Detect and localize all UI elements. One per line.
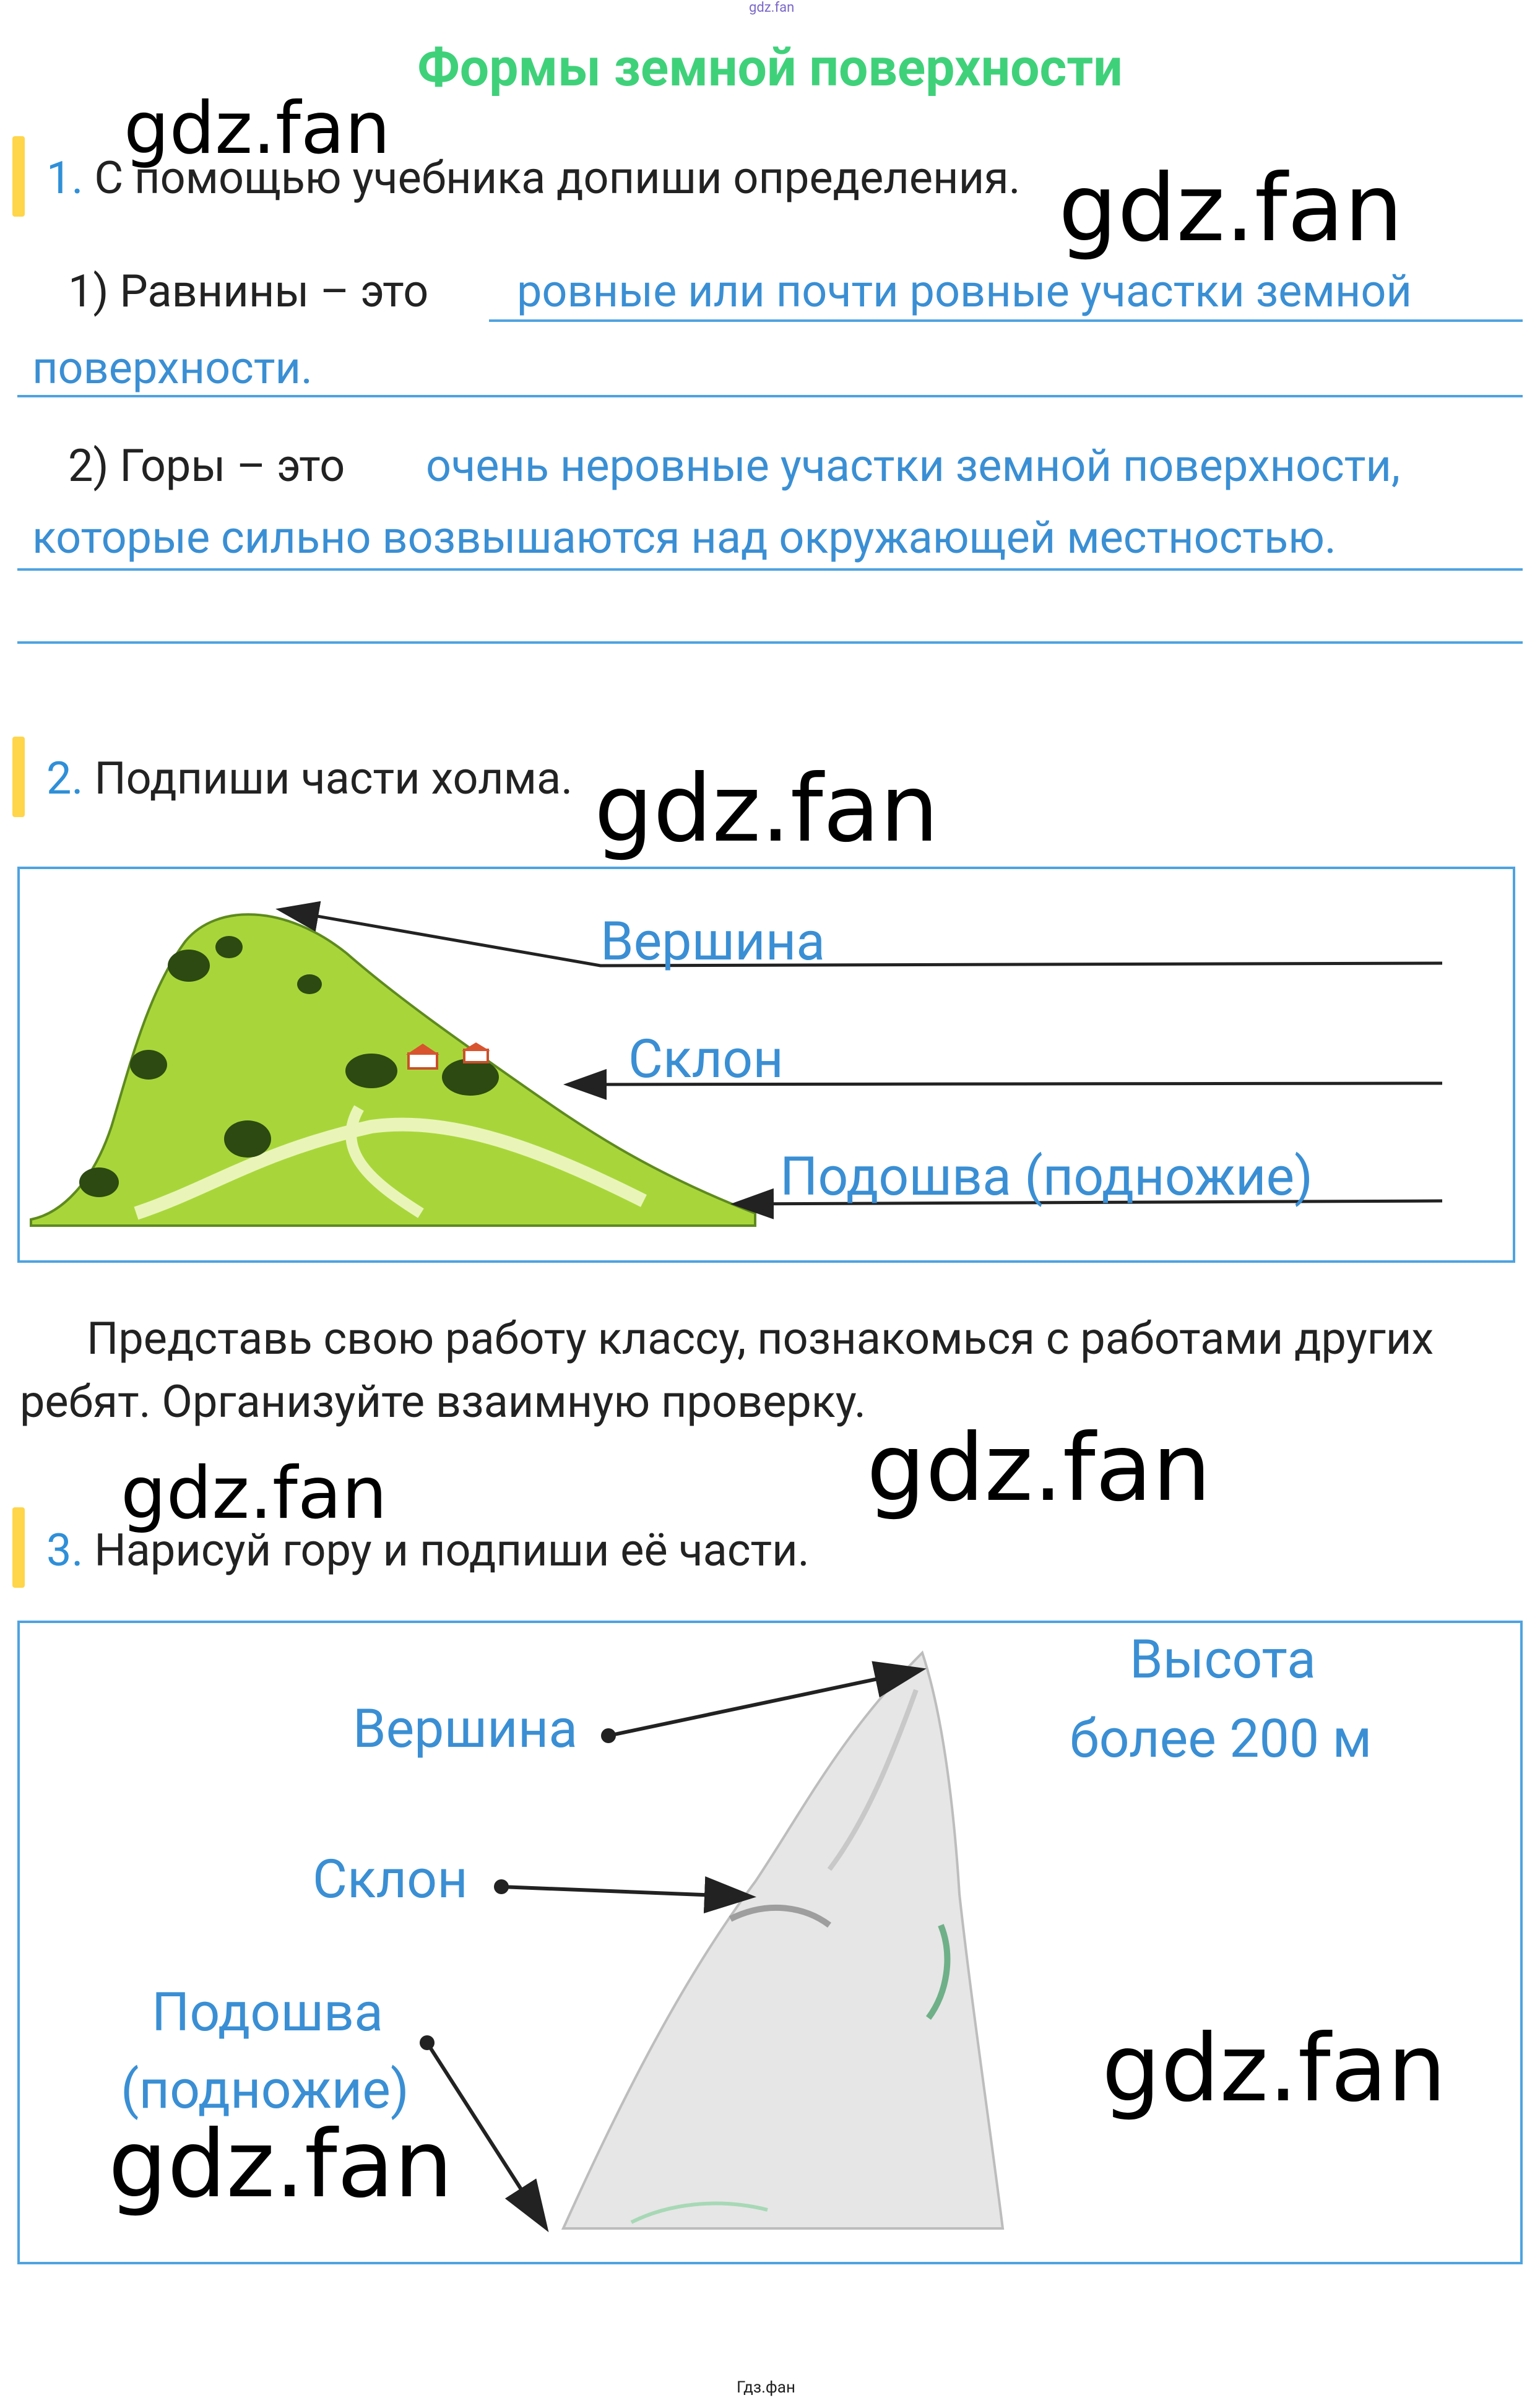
task1-item2-answer-line2: которые сильно возвышаются над окружающей местностью. <box>32 511 1336 564</box>
mountain-label-foot-2: (подножие) <box>121 2058 409 2121</box>
hill-label-slope: Склон <box>628 1028 784 1090</box>
mountain-label-foot-1: Подошва <box>152 1981 383 2043</box>
hill-label-foot: Подошва (подножие) <box>780 1145 1313 1208</box>
mountain-label-slope: Склон <box>313 1848 468 1910</box>
task1-item2-answer-line1: очень неровные участки земной поверхности, <box>426 439 1401 492</box>
pointer-top <box>282 910 1442 966</box>
task1-number: 1. <box>46 152 84 204</box>
task1-item1-answer-line2: поверхности. <box>32 342 313 394</box>
task1-item1-answer-line1: ровные или почти ровные участки земной <box>517 265 1412 318</box>
watermark: gdz.fan <box>1058 155 1403 262</box>
task3-marker <box>12 1507 25 1588</box>
pointer-top <box>608 1670 919 1736</box>
task3-number: 3. <box>46 1524 84 1577</box>
page-title: Формы земной поверхности <box>417 37 1123 98</box>
height-label-1: Высота <box>1130 1628 1316 1691</box>
mountain-label-top: Вершина <box>353 1697 578 1760</box>
task2-marker <box>12 737 25 817</box>
task2-heading <box>46 752 573 805</box>
watermark: gdz.fan <box>124 87 391 170</box>
watermark: gdz.fan <box>867 1414 1211 1522</box>
height-label-2: более 200 м <box>1070 1707 1372 1770</box>
task1-text: С помощью учебника допиши определения. <box>94 152 1021 204</box>
watermark: gdz.fan <box>108 2111 453 2219</box>
hill-label-top: Вершина <box>600 910 826 972</box>
watermark: gdz.fan <box>121 1452 387 1535</box>
top-watermark: gdz.fan <box>749 0 795 15</box>
watermark: gdz.fan <box>594 755 939 863</box>
answer-line <box>17 395 1523 397</box>
watermark: gdz.fan <box>1102 2015 1447 2123</box>
task1-item2-label: 2) Горы – это <box>68 439 345 492</box>
answer-line <box>489 319 1523 322</box>
task3-text: Нарисуй гору и подпиши её части. <box>94 1524 810 1577</box>
pointer-slope <box>501 1887 749 1897</box>
task1-marker <box>12 136 25 217</box>
task2-text: Подпиши части холма. <box>94 752 573 805</box>
answer-line <box>17 641 1523 644</box>
footer-text: Гдз.фан <box>737 2378 795 2397</box>
task2-note-line2: ребят. Организуйте взаимную проверку. <box>20 1375 867 1428</box>
answer-line <box>17 568 1523 571</box>
task1-item1-label: 1) Равнины – это <box>68 265 429 318</box>
task2-number: 2. <box>46 752 84 805</box>
task2-note-line1: Представь свою работу классу, познакомься с работами других <box>87 1312 1434 1365</box>
